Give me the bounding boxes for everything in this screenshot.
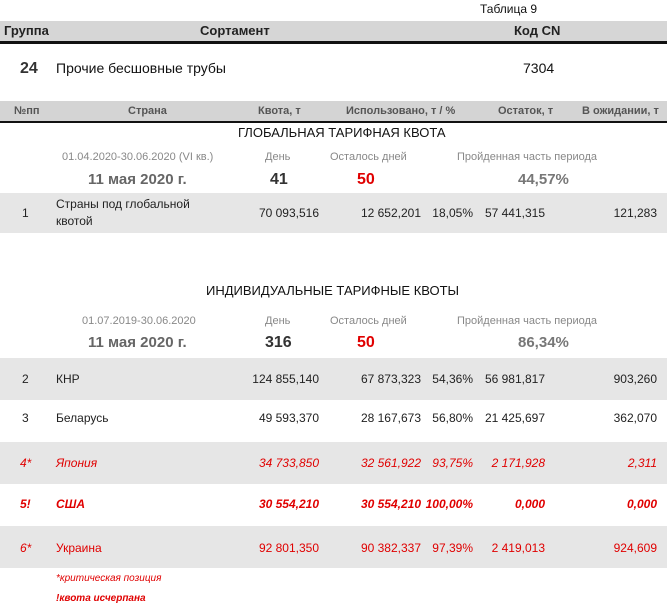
table-row (0, 193, 667, 233)
global-title: ГЛОБАЛЬНАЯ ТАРИФНАЯ КВОТА (238, 125, 446, 140)
row-country: Япония (56, 456, 98, 470)
individual-days-left-label: Осталось дней (330, 315, 407, 327)
row-used: 12 652,201 (360, 206, 421, 220)
row-country: Украина (56, 541, 102, 555)
product-group: 24 (20, 60, 38, 77)
row-remaining: 0,000 (514, 497, 545, 511)
row-quota: 34 733,850 (258, 456, 319, 470)
global-day-label: День (265, 151, 291, 163)
row-country: Страны под глобальной (56, 197, 190, 211)
individual-day: 316 (265, 334, 292, 351)
row-quota: 30 554,210 (258, 497, 319, 511)
global-elapsed-label: Пройденная часть периода (457, 151, 598, 163)
row-pct: 54,36% (432, 372, 473, 386)
table-row (0, 526, 667, 568)
header-group: Группа (4, 23, 49, 38)
row-country: Беларусь (56, 411, 109, 425)
individual-elapsed-label: Пройденная часть периода (457, 315, 598, 327)
individual-period: 01.07.2019-30.06.2020 (82, 315, 196, 327)
row-used: 28 167,673 (360, 411, 421, 425)
global-day: 41 (270, 171, 288, 188)
row-remaining: 21 425,697 (484, 411, 545, 425)
row-used: 67 873,323 (360, 372, 421, 386)
row-used: 90 382,337 (360, 541, 421, 555)
col-pending: В ожидании, т (582, 105, 659, 117)
product-name: Прочие бесшовные трубы (56, 60, 226, 76)
header-assortment: Сортамент (200, 23, 270, 38)
row-country: КНР (56, 372, 80, 386)
row-quota: 49 593,370 (258, 411, 319, 425)
row-number: 6* (20, 541, 32, 555)
row-number: 5! (20, 497, 31, 511)
row-pending: 0,000 (626, 497, 657, 511)
row-pending: 121,283 (613, 206, 657, 220)
row-pct: 100,00% (425, 497, 473, 511)
individual-elapsed: 86,34% (518, 334, 569, 351)
col-quota: Квота, т (258, 105, 301, 117)
column-header-bar (0, 101, 667, 123)
row-pending: 903,260 (613, 372, 657, 386)
table-row (0, 484, 667, 526)
row-pending: 362,070 (613, 411, 657, 425)
col-used: Использовано, т / % (346, 105, 456, 117)
global-date: 11 мая 2020 г. (88, 171, 187, 188)
row-number: 2 (22, 372, 29, 386)
individual-day-label: День (265, 315, 291, 327)
product-cn: 7304 (523, 60, 555, 76)
table-row (0, 442, 667, 484)
global-days-left: 50 (357, 171, 375, 188)
global-period: 01.04.2020-30.06.2020 (VI кв.) (62, 151, 214, 163)
row-remaining: 2 419,013 (491, 541, 545, 555)
note-critical: *критическая позиция (56, 573, 162, 584)
row-pending: 924,609 (613, 541, 657, 555)
col-remaining: Остаток, т (498, 105, 554, 117)
row-remaining: 57 441,315 (484, 206, 545, 220)
row-remaining: 2 171,928 (491, 456, 545, 470)
global-elapsed: 44,57% (518, 171, 569, 188)
global-days-left-label: Осталось дней (330, 151, 407, 163)
row-country-line2: квотой (56, 214, 93, 228)
row-country: США (56, 497, 86, 511)
row-number: 3 (22, 411, 29, 425)
row-pct: 56,80% (432, 411, 473, 425)
row-number: 1 (22, 206, 29, 220)
col-country: Страна (128, 105, 167, 117)
table-row (0, 358, 667, 400)
row-used: 30 554,210 (360, 497, 421, 511)
row-pct: 97,39% (432, 541, 473, 555)
row-quota: 92 801,350 (258, 541, 319, 555)
individual-days-left: 50 (357, 334, 375, 351)
header-bar (0, 21, 667, 44)
row-number: 4* (20, 456, 32, 470)
row-pct: 93,75% (432, 456, 473, 470)
col-number: №пп (14, 105, 40, 117)
table-row (0, 400, 667, 442)
header-cn: Код CN (514, 23, 561, 38)
row-used: 32 561,922 (360, 456, 421, 470)
individual-date: 11 мая 2020 г. (88, 334, 187, 351)
note-exhausted: !квота исчерпана (56, 593, 146, 604)
table-label: Таблица 9 (480, 2, 538, 16)
row-remaining: 56 981,817 (484, 372, 545, 386)
row-pending: 2,311 (627, 456, 657, 470)
individual-title: ИНДИВИДУАЛЬНЫЕ ТАРИФНЫЕ КВОТЫ (206, 283, 460, 298)
row-pct: 18,05% (432, 206, 473, 220)
row-quota: 70 093,516 (258, 206, 319, 220)
row-quota: 124 855,140 (252, 372, 319, 386)
